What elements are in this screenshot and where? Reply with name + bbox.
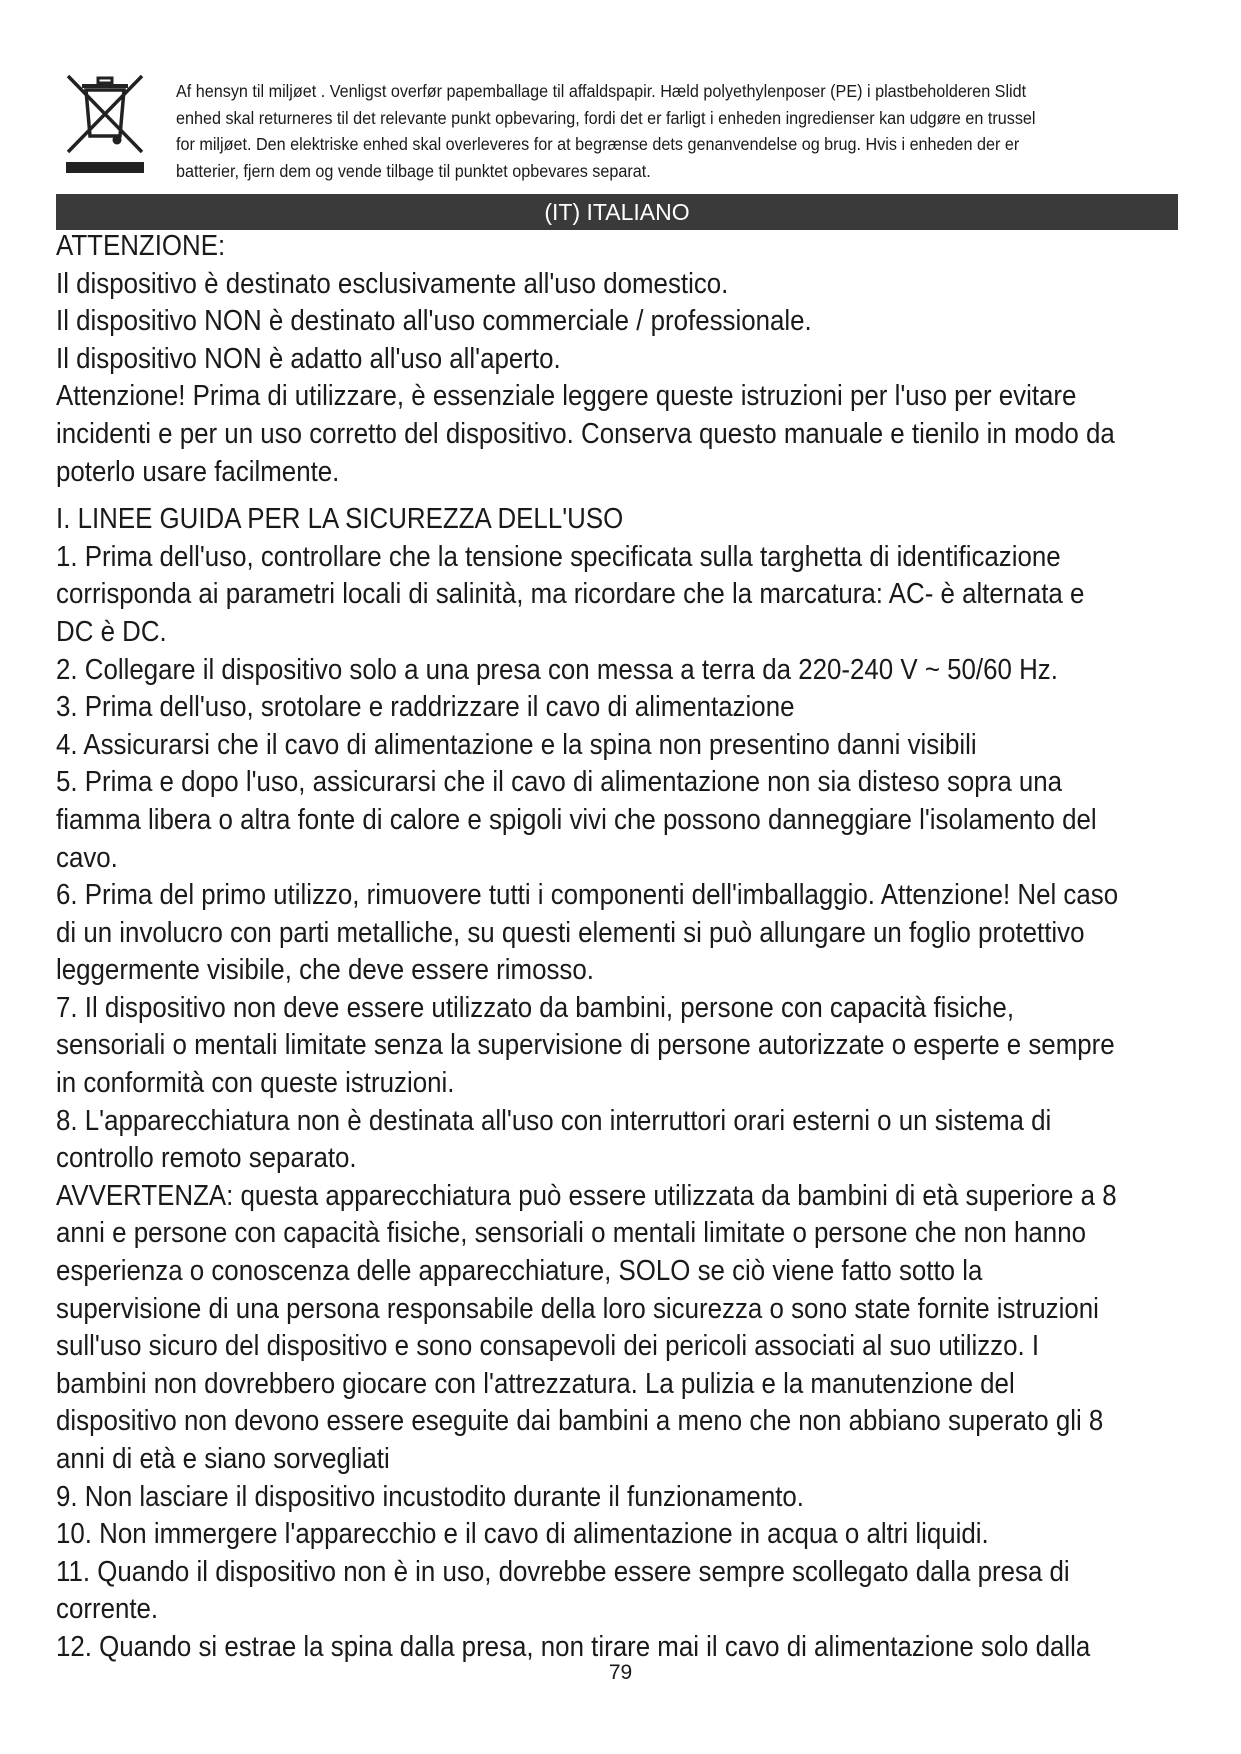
language-section-bar: [56, 194, 1178, 230]
safety-line: 5. Prima e dopo l'uso, assicurarsi che il cavo di alimentazione non sia disteso sopra una: [56, 766, 1063, 799]
language-label: (IT) ITALIANO: [544, 199, 690, 225]
safety-line: esperienza o conoscenza delle apparecchiature, SOLO se ciò viene fatto sotto la: [56, 1255, 983, 1288]
safety-line: 7. Il dispositivo non deve essere utilizzato da bambini, persone con capacità fisiche,: [56, 991, 1015, 1024]
safety-line: 11. Quando il dispositivo non è in uso, dovrebbe essere sempre scollegato dalla presa di: [56, 1555, 1070, 1588]
spacer: [56, 491, 1079, 501]
intro-line: incidenti e per un uso corretto del dispositivo. Conserva questo manuale e tienilo in modo da: [56, 417, 1115, 450]
safety-line: 10. Non immergere l'apparecchio e il cavo di alimentazione in acqua o altri liquidi.: [56, 1518, 989, 1551]
safety-line: DC è DC.: [56, 615, 167, 648]
disposal-notice: [176, 78, 1115, 184]
safety-line: corrisponda ai parametri locali di salinità, ma ricordare che la marcatura: AC- è alternata e: [56, 578, 1085, 611]
intro-line: poterlo usare facilmente.: [56, 455, 340, 488]
safety-line: controllo remoto separato.: [56, 1142, 357, 1175]
disposal-line: enhed skal returneres til det relevante punkt opbevaring, fordi det er farligt i enheden ingredienser kan udgøre en trussel: [176, 107, 1036, 128]
safety-line: corrente.: [56, 1593, 159, 1626]
intro-line: Il dispositivo NON è adatto all'uso all'aperto.: [56, 342, 561, 375]
disposal-line: Af hensyn til miljøet . Venligst overfør papemballage til affaldspapir. Hæld polyethylenposer (PE) i plastbeholderen Slidt: [176, 81, 1027, 101]
safety-line: dispositivo non devono essere eseguite dai bambini a meno che non abbiano superato gli 8: [56, 1405, 1104, 1438]
safety-line: anni e persone con capacità fisiche, sensoriali o mentali limitate o persone che non hanno: [56, 1217, 1086, 1250]
safety-line: 1. Prima dell'uso, controllare che la tensione specificata sulla targhetta di identificazione: [56, 540, 1061, 573]
safety-line: AVVERTENZA: questa apparecchiatura può essere utilizzata da bambini di età superiore a 8: [56, 1179, 1117, 1212]
disposal-line: batterier, fjern dem og vende tilbage til punktet opbevares separat.: [176, 160, 651, 181]
manual-body: [56, 228, 1119, 1667]
intro-line: Il dispositivo NON è destinato all'uso commerciale / professionale.: [56, 305, 812, 338]
safety-line: 4. Assicurarsi che il cavo di alimentazione e la spina non presentino danni visibili: [56, 728, 977, 761]
safety-line: cavo.: [56, 841, 118, 874]
safety-line: 8. L'apparecchiatura non è destinata all'uso con interruttori orari esterni o un sistema di: [56, 1104, 1052, 1137]
safety-line: bambini non dovrebbero giocare con l'attrezzatura. La pulizia e la manutenzione del: [56, 1367, 1015, 1400]
safety-line: di un involucro con parti metalliche, su questi elementi si può allungare un foglio protettivo: [56, 916, 1085, 949]
section-heading: I. LINEE GUIDA PER LA SICUREZZA DELL'USO: [56, 503, 624, 536]
safety-line: 6. Prima del primo utilizzo, rimuovere tutti i componenti dell'imballaggio. Attenzione! Nel caso: [56, 879, 1119, 912]
safety-line: in conformità con queste istruzioni.: [56, 1067, 455, 1100]
warning-heading: ATTENZIONE:: [56, 230, 226, 262]
disposal-line: for miljøet. Den elektriske enhed skal overleveres for at begrænse dets genanvendelse og brug. Hvis i enheden der er: [176, 134, 1020, 154]
intro-line: Attenzione! Prima di utilizzare, è essenziale leggere queste istruzioni per l'uso per evitare: [56, 380, 1077, 413]
page-number: 79: [608, 1661, 633, 1684]
safety-line: 3. Prima dell'uso, srotolare e raddrizzare il cavo di alimentazione: [56, 691, 795, 724]
safety-line: 2. Collegare il dispositivo solo a una presa con messa a terra da 220-240 V ~ 50/60 Hz.: [56, 653, 1058, 686]
safety-line: sull'uso sicuro del dispositivo e sono consapevoli dei pericoli associati al suo utilizzo. I: [56, 1330, 1040, 1363]
intro-line: Il dispositivo è destinato esclusivamente all'uso domestico.: [56, 267, 729, 300]
safety-line: 12. Quando si estrae la spina dalla presa, non tirare mai il cavo di alimentazione solo dalla: [56, 1630, 1091, 1663]
safety-line: supervisione di una persona responsabile della loro sicurezza o sono state fornite istruzioni: [56, 1292, 1099, 1325]
safety-line: fiamma libera o altra fonte di calore e spigoli vivi che possono danneggiare l'isolamento del: [56, 803, 1097, 836]
crossed-out-wheeled-bin-icon: [62, 72, 148, 176]
safety-line: anni di età e siano sorvegliati: [56, 1443, 390, 1475]
safety-line: sensoriali o mentali limitate senza la supervisione di persone autorizzate o esperte e sempre: [56, 1029, 1115, 1062]
safety-line: leggermente visibile, che deve essere rimosso.: [56, 954, 594, 987]
safety-line: 9. Non lasciare il dispositivo incustodito durante il funzionamento.: [56, 1480, 804, 1513]
